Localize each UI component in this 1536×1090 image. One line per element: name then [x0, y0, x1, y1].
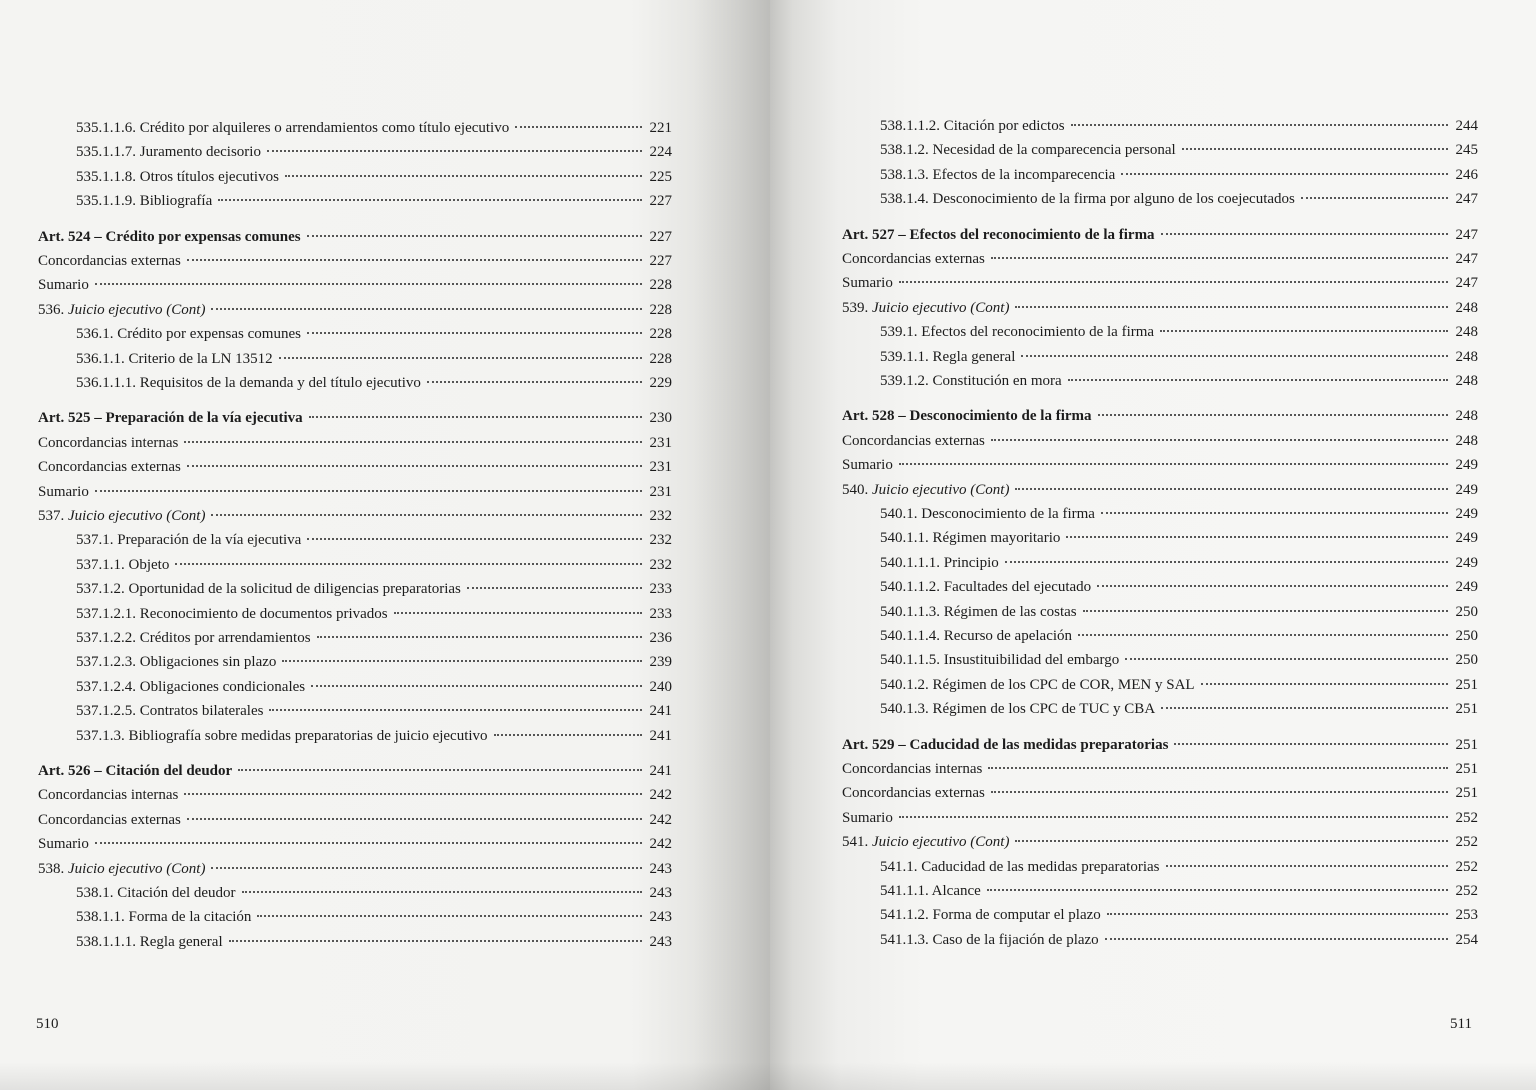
toc-page-number: 232: [649, 532, 672, 549]
toc-page-number: 250: [1455, 628, 1478, 644]
dot-leader: [1105, 937, 1448, 940]
toc-entry: [38, 275, 672, 295]
toc-page-number: 242: [649, 836, 672, 853]
toc-entry-title: 537.1.2.2. Créditos por arrendamientos: [76, 630, 311, 646]
toc-entry-title: 536.1.1. Criterio de la LN 13512: [76, 350, 273, 367]
toc-entry-title: Concordancias externas: [38, 253, 181, 269]
toc-entry: [38, 251, 672, 271]
toc-entry-title: 541.1.3. Caso de la fijación de plazo: [880, 931, 1099, 948]
toc-entry-title-text: Juicio ejecutivo (Cont): [872, 481, 1010, 498]
dot-leader: [1066, 535, 1448, 538]
toc-entry: [38, 785, 672, 805]
toc-entry-title-text: Juicio ejecutivo (Cont): [872, 299, 1010, 316]
toc-page-number: 243: [649, 860, 672, 877]
toc-entry-title: 538.1.2. Necesidad de la comparecencia personal: [880, 142, 1176, 159]
toc-page-number: 248: [1455, 432, 1478, 449]
toc-page-number: 253: [1455, 907, 1478, 924]
toc-entry-title: 540.1.1.1. Principio: [880, 554, 999, 571]
toc-entry: [880, 577, 1478, 597]
toc-entry-number: 538.: [38, 860, 68, 877]
toc-entry-title: Sumario: [38, 483, 89, 500]
dot-leader: [467, 586, 642, 589]
dot-leader: [187, 464, 642, 467]
toc-page-number: 240: [649, 678, 672, 695]
toc-entry: [38, 506, 672, 526]
toc-entry: [38, 859, 672, 879]
toc-page-number: 249: [1455, 457, 1478, 474]
toc-entry: [880, 930, 1478, 950]
dot-leader: [1015, 305, 1448, 308]
dot-leader: [1083, 609, 1448, 612]
dot-leader: [987, 888, 1448, 891]
toc-entry: [76, 652, 672, 672]
toc-page-number: 248: [1455, 324, 1478, 341]
dot-leader: [282, 659, 642, 662]
dot-leader: [311, 684, 642, 687]
dot-leader: [267, 149, 642, 152]
toc-page-number: 251: [1455, 676, 1478, 693]
toc-entry-title: [842, 832, 1009, 852]
dot-leader: [184, 792, 642, 795]
toc-page-number: 228: [649, 277, 672, 294]
toc-entry: [76, 555, 672, 575]
toc-entry-title: 537.1.1. Objeto: [76, 556, 170, 573]
toc-entry-number: 537.: [38, 508, 68, 524]
toc-entry: [76, 167, 672, 187]
toc-page-number: 249: [1455, 554, 1478, 571]
toc-entry: [842, 225, 1478, 245]
dot-leader: [991, 256, 1448, 259]
toc-entry: [880, 857, 1478, 877]
right-toc: [770, 0, 1536, 1090]
toc-page-number: 247: [1455, 251, 1478, 267]
dot-leader: [1201, 682, 1448, 685]
dot-leader: [257, 914, 642, 917]
toc-entry: [842, 783, 1478, 803]
dot-leader: [1097, 584, 1448, 587]
toc-entry: [880, 602, 1478, 622]
toc-entry: [842, 735, 1478, 755]
dot-leader: [218, 198, 642, 201]
toc-page-number: 230: [649, 410, 672, 427]
toc-entry-title: 541.1. Caducidad de las medidas preparatorias: [880, 858, 1160, 875]
toc-entry-title: 537.1.3. Bibliografía sobre medidas preparatorias de juicio ejecutivo: [76, 727, 488, 744]
dot-leader: [175, 562, 642, 565]
dot-leader: [899, 462, 1448, 465]
dot-leader: [307, 234, 642, 237]
toc-entry-title: 537.1.2.5. Contratos bilaterales: [76, 703, 264, 720]
toc-entry: [880, 699, 1478, 719]
dot-leader: [1301, 196, 1448, 199]
toc-entry-title: 538.1.3. Efectos de la incomparecencia: [880, 166, 1116, 183]
toc-page-number: 251: [1455, 785, 1478, 802]
toc-entry-title: 536.1.1.1. Requisitos de la demanda y del título ejecutivo: [76, 375, 421, 391]
toc-page-number: 225: [649, 168, 672, 185]
toc-entry: [880, 504, 1478, 524]
toc-entry-title: 536.1. Crédito por expensas comunes: [76, 326, 301, 343]
toc-entry: [76, 907, 672, 927]
right-folio: 511: [1450, 1016, 1472, 1032]
toc-page-number: 242: [649, 811, 672, 828]
toc-page-number: 239: [649, 654, 672, 671]
dot-leader: [1107, 912, 1448, 915]
dot-leader: [899, 280, 1448, 283]
toc-entry-title: Concordancias internas: [842, 761, 983, 777]
dot-leader: [307, 537, 642, 540]
dot-leader: [1005, 560, 1448, 563]
toc-entry: [842, 298, 1478, 318]
toc-page-number: 244: [1455, 118, 1478, 134]
dot-leader: [988, 766, 1448, 769]
toc-entry-title: 537.1.2.4. Obligaciones condicionales: [76, 678, 306, 695]
toc-entry: [880, 675, 1478, 695]
toc-page-number: 231: [649, 483, 672, 500]
toc-page-number: 252: [1455, 809, 1478, 826]
toc-page-number: 232: [649, 508, 672, 524]
dot-leader: [1160, 329, 1448, 332]
toc-entry: [38, 408, 672, 428]
toc-entry-title: Concordancias externas: [842, 432, 985, 449]
toc-entry: [76, 373, 672, 393]
toc-entry: [76, 677, 672, 697]
toc-page-number: 231: [649, 434, 672, 451]
toc-entry: [880, 140, 1478, 160]
dot-leader: [285, 174, 642, 177]
dot-leader: [1161, 706, 1448, 709]
toc-page-number: 236: [649, 630, 672, 646]
toc-entry: [76, 726, 672, 746]
toc-page-number: 243: [649, 909, 672, 926]
toc-article-heading: Art. 525 – Preparación de la vía ejecutiva: [38, 410, 303, 427]
toc-entry-title: [842, 298, 1009, 318]
toc-page-number: 242: [649, 787, 672, 804]
dot-leader: [494, 733, 642, 736]
toc-entry: [76, 579, 672, 599]
dot-leader: [317, 635, 642, 638]
toc-page-number: 245: [1455, 142, 1478, 159]
toc-entry-title: 538.1.1. Forma de la citación: [76, 909, 252, 926]
dot-leader: [899, 815, 1448, 818]
toc-entry: [842, 832, 1478, 852]
dot-leader: [1125, 657, 1448, 660]
toc-article-heading: Art. 524 – Crédito por expensas comunes: [38, 228, 301, 245]
toc-entry: [76, 628, 672, 648]
dot-leader: [242, 890, 642, 893]
toc-page-number: 241: [649, 703, 672, 720]
toc-page-number: 249: [1455, 579, 1478, 596]
dot-leader: [394, 611, 642, 614]
toc-entry-title: 535.1.1.7. Juramento decisorio: [76, 144, 261, 161]
dot-leader: [307, 331, 642, 334]
dot-leader: [95, 841, 642, 844]
toc-entry-title: 537.1.2. Oportunidad de la solicitud de diligencias preparatorias: [76, 581, 461, 598]
dot-leader: [211, 307, 642, 310]
toc-entry: [842, 431, 1478, 451]
page-shadow: [0, 1062, 770, 1090]
toc-entry-title: Concordancias internas: [38, 434, 179, 451]
toc-entry-title: 539.1.1. Regla general: [880, 348, 1016, 365]
toc-entry: [38, 227, 672, 247]
toc-entry: [880, 528, 1478, 548]
toc-entry-title: 535.1.1.8. Otros títulos ejecutivos: [76, 168, 279, 185]
dot-leader: [991, 438, 1448, 441]
toc-page-number: 252: [1455, 834, 1478, 851]
toc-entry-title: 540.1.1.5. Insustituibilidad del embargo: [880, 652, 1120, 669]
dot-leader: [1068, 378, 1448, 381]
toc-entry: [38, 457, 672, 477]
left-folio: 510: [36, 1016, 59, 1032]
toc-entry-title: Concordancias externas: [38, 459, 181, 476]
dot-leader: [309, 415, 642, 418]
toc-page-number: 241: [649, 763, 672, 779]
toc-page-number: 227: [649, 228, 672, 245]
toc-entry-title: 540.1.1.2. Facultades del ejecutado: [880, 579, 1092, 596]
toc-entry-title: 539.1.2. Constitución en mora: [880, 373, 1062, 389]
toc-entry: [880, 371, 1478, 391]
dot-leader: [1161, 232, 1448, 235]
toc-page-number: 250: [1455, 603, 1478, 620]
toc-page-number: 228: [649, 301, 672, 318]
dot-leader: [1071, 123, 1448, 126]
toc-page-number: 228: [649, 326, 672, 343]
toc-page-number: 252: [1455, 883, 1478, 899]
toc-article-heading: Art. 529 – Caducidad de las medidas preparatorias: [842, 736, 1169, 753]
toc-page-number: 221: [649, 120, 672, 136]
toc-page-number: 249: [1455, 481, 1478, 498]
toc-entry: [880, 165, 1478, 185]
toc-entry: [880, 905, 1478, 925]
dot-leader: [427, 380, 642, 383]
toc-entry: [842, 455, 1478, 475]
toc-entry-title: 538.1. Citación del deudor: [76, 885, 236, 901]
toc-entry-title-text: Juicio ejecutivo (Cont): [872, 834, 1010, 851]
toc-entry: [842, 808, 1478, 828]
toc-page-number: 243: [649, 933, 672, 950]
toc-article-heading: Art. 526 – Citación del deudor: [38, 763, 233, 779]
toc-entry: [38, 810, 672, 830]
toc-entry-title: 537.1. Preparación de la vía ejecutiva: [76, 532, 302, 549]
toc-entry-title-text: Juicio ejecutivo (Cont): [68, 860, 206, 877]
toc-page-number: 227: [649, 193, 672, 210]
dot-leader: [269, 708, 642, 711]
toc-page-number: 246: [1455, 166, 1478, 183]
toc-page-number: 233: [649, 605, 672, 622]
toc-page-number: 247: [1455, 275, 1478, 292]
dot-leader: [211, 513, 642, 516]
toc-entry-title: 538.1.1.2. Citación por edictos: [880, 118, 1065, 134]
toc-entry-title: 540.1.1. Régimen mayoritario: [880, 530, 1061, 547]
toc-entry: [880, 881, 1478, 901]
toc-entry: [38, 482, 672, 502]
toc-page-number: 251: [1455, 701, 1478, 718]
toc-entry-title: 538.1.4. Desconocimiento de la firma por alguno de los coejecutados: [880, 191, 1295, 208]
toc-entry: [842, 480, 1478, 500]
toc-article-heading: Art. 527 – Efectos del reconocimiento de la firma: [842, 226, 1155, 243]
dot-leader: [1174, 742, 1448, 745]
toc-entry: [842, 273, 1478, 293]
toc-entry: [76, 932, 672, 952]
dot-leader: [991, 790, 1448, 793]
toc-page-number: 227: [649, 253, 672, 269]
toc-entry: [76, 191, 672, 211]
toc-entry-title: 541.1.1. Alcance: [880, 883, 981, 899]
toc-entry-title: 539.1. Efectos del reconocimiento de la firma: [880, 324, 1155, 341]
toc-entry: [880, 116, 1478, 136]
dot-leader: [211, 866, 642, 869]
toc-entry-title: 540.1.1.4. Recurso de apelación: [880, 628, 1073, 644]
toc-page-number: 248: [1455, 373, 1478, 389]
dot-leader: [1015, 487, 1448, 490]
dot-leader: [1182, 147, 1448, 150]
toc-entry: [842, 249, 1478, 269]
toc-entry-title: 540.1.2. Régimen de los CPC de COR, MEN y SAL: [880, 676, 1195, 693]
toc-page-number: 252: [1455, 858, 1478, 875]
toc-entry: [76, 324, 672, 344]
toc-entry-title: Sumario: [842, 809, 893, 826]
toc-page-number: 229: [649, 375, 672, 391]
toc-entry-number: 539.: [842, 299, 872, 316]
toc-page-number: 250: [1455, 652, 1478, 669]
toc-entry: [76, 530, 672, 550]
toc-page-number: 224: [649, 144, 672, 161]
toc-entry: [842, 406, 1478, 426]
toc-entry-title: Concordancias externas: [842, 785, 985, 802]
toc-entry-title-text: Juicio ejecutivo (Cont): [68, 508, 206, 524]
toc-page-number: 248: [1455, 408, 1478, 425]
dot-leader: [95, 489, 642, 492]
toc-page-number: 232: [649, 556, 672, 573]
toc-entry-title: Concordancias internas: [38, 787, 179, 804]
toc-entry: [76, 883, 672, 903]
toc-entry-title: Concordancias externas: [842, 251, 985, 267]
toc-entry: [880, 650, 1478, 670]
toc-page-number: 251: [1455, 736, 1478, 753]
toc-page-number: 243: [649, 885, 672, 901]
toc-entry-title: 535.1.1.9. Bibliografía: [76, 193, 213, 210]
toc-page-number: 231: [649, 459, 672, 476]
toc-page-number: 248: [1455, 299, 1478, 316]
toc-entry: [38, 300, 672, 320]
toc-entry: [38, 761, 672, 781]
toc-entry-title: Sumario: [38, 277, 89, 294]
toc-entry: [880, 189, 1478, 209]
toc-entry-number: 536.: [38, 301, 68, 318]
dot-leader: [184, 440, 642, 443]
toc-entry: [76, 604, 672, 624]
toc-entry-title: Concordancias externas: [38, 811, 181, 828]
dot-leader: [1021, 354, 1448, 357]
toc-entry: [76, 118, 672, 138]
toc-entry-title: [38, 300, 205, 320]
toc-entry-number: 540.: [842, 481, 872, 498]
toc-page-number: 251: [1455, 761, 1478, 777]
toc-entry: [76, 701, 672, 721]
toc-entry-title: 541.1.2. Forma de computar el plazo: [880, 907, 1101, 924]
dot-leader: [1015, 839, 1448, 842]
toc-entry-title: Sumario: [842, 275, 893, 292]
toc-entry-title-text: Juicio ejecutivo (Cont): [68, 301, 206, 318]
dot-leader: [1101, 511, 1448, 514]
toc-entry-title: [38, 859, 205, 879]
toc-entry-title: [842, 480, 1009, 500]
toc-entry-title: 535.1.1.6. Crédito por alquileres o arrendamientos como título ejecutivo: [76, 120, 510, 136]
dot-leader: [95, 282, 642, 285]
toc-entry-title: 537.1.2.3. Obligaciones sin plazo: [76, 654, 277, 671]
page-shadow: [770, 1062, 1536, 1090]
toc-page-number: 247: [1455, 226, 1478, 243]
right-page: [770, 0, 1536, 1090]
dot-leader: [1078, 633, 1448, 636]
toc-entry-title: 538.1.1.1. Regla general: [76, 933, 223, 950]
toc-page-number: 254: [1455, 931, 1478, 948]
toc-article-heading: Art. 528 – Desconocimiento de la firma: [842, 408, 1092, 425]
toc-entry: [880, 626, 1478, 646]
toc-entry-title: Sumario: [38, 836, 89, 853]
toc-page-number: 247: [1455, 191, 1478, 208]
toc-page-number: 233: [649, 581, 672, 598]
dot-leader: [187, 258, 642, 261]
toc-entry: [880, 322, 1478, 342]
toc-entry-number: 541.: [842, 834, 872, 851]
dot-leader: [1121, 172, 1448, 175]
toc-entry: [880, 347, 1478, 367]
toc-entry: [76, 349, 672, 369]
toc-entry-title: 540.1. Desconocimiento de la firma: [880, 506, 1095, 522]
toc-page-number: 249: [1455, 530, 1478, 547]
dot-leader: [187, 817, 642, 820]
toc-entry: [880, 553, 1478, 573]
toc-entry-title: 540.1.3. Régimen de los CPC de TUC y CBA: [880, 701, 1156, 718]
toc-page-number: 249: [1455, 506, 1478, 522]
toc-entry-title: [38, 506, 205, 526]
dot-leader: [1166, 864, 1449, 867]
dot-leader: [515, 125, 642, 128]
toc-entry: [76, 142, 672, 162]
dot-leader: [279, 356, 642, 359]
toc-entry-title: 540.1.1.3. Régimen de las costas: [880, 603, 1077, 620]
dot-leader: [238, 768, 642, 771]
toc-entry-title: Sumario: [842, 457, 893, 474]
toc-entry: [38, 834, 672, 854]
toc-entry: [842, 759, 1478, 779]
toc-entry-title: 537.1.2.1. Reconocimiento de documentos privados: [76, 605, 388, 622]
toc-page-number: 248: [1455, 348, 1478, 365]
toc-page-number: 228: [649, 350, 672, 367]
toc-page-number: 241: [649, 727, 672, 744]
toc-entry: [38, 433, 672, 453]
dot-leader: [1098, 413, 1448, 416]
dot-leader: [229, 939, 642, 942]
